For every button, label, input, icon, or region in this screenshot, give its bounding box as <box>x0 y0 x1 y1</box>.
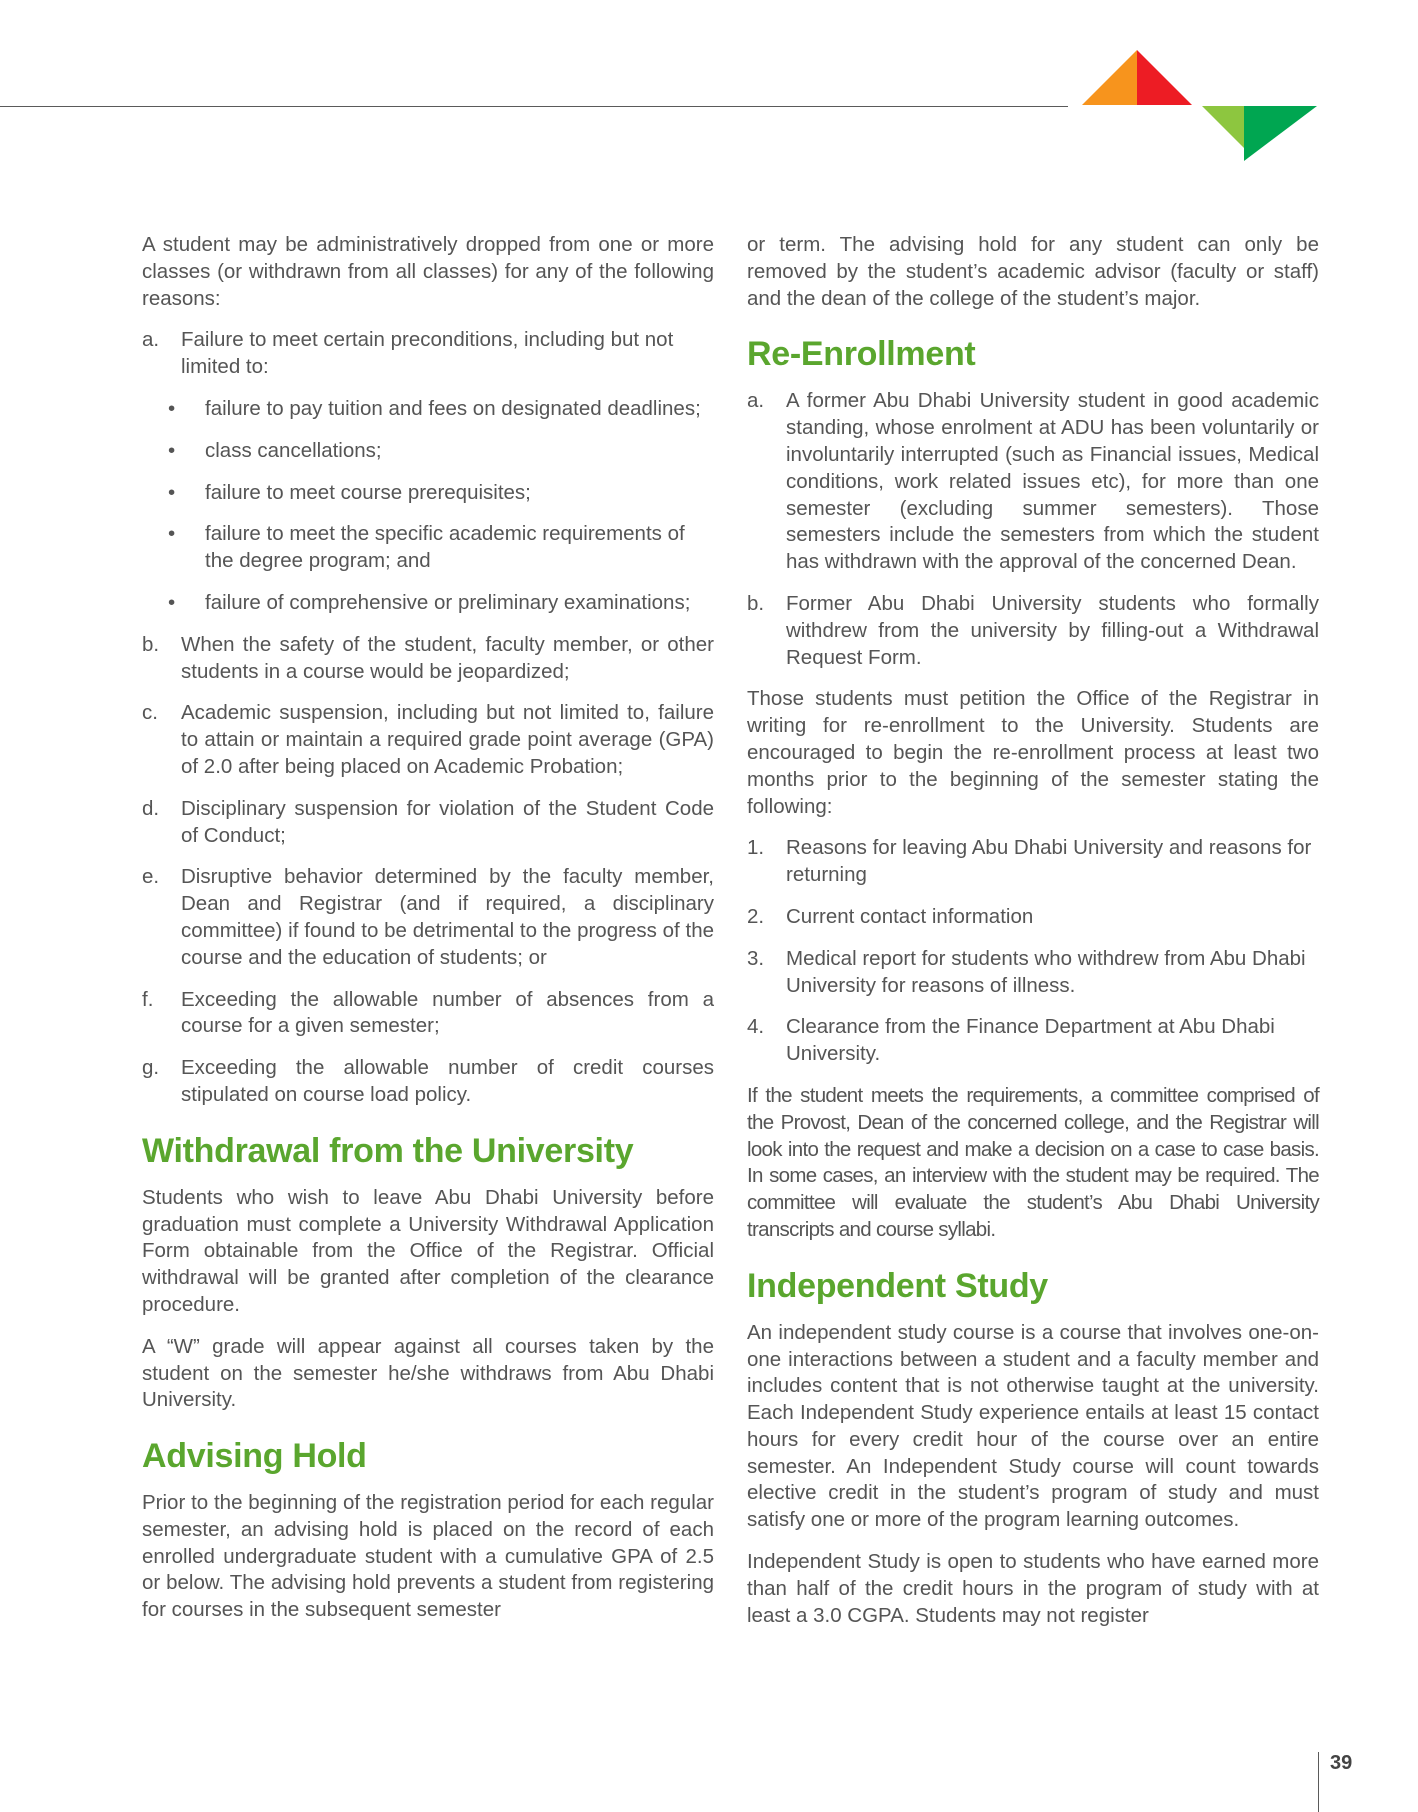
bullet-item <box>165 438 714 465</box>
bullet-text: failure to pay tuition and fees on designated deadlines; <box>205 396 701 420</box>
bullet-item <box>165 396 714 423</box>
list-item-text: When the safety of the student, faculty member, or other students in a course would be jeopardized; <box>181 632 714 683</box>
withdrawal-heading: Withdrawal from the University <box>142 1131 634 1170</box>
list-item <box>747 1014 1319 1068</box>
page-number-rule <box>1318 1752 1319 1812</box>
list-item-text: Former Abu Dhabi University students who formally withdrew from the university by filling-out a Withdrawal Request Form. <box>786 591 1319 669</box>
page-number: 39 <box>1330 1752 1353 1774</box>
bullet-icon: • <box>168 396 176 420</box>
logo-lightgreen-triangle <box>1202 106 1244 148</box>
bullet-item <box>165 590 714 617</box>
header-rule <box>0 106 1068 107</box>
list-marker: e. <box>142 865 160 889</box>
logo-orange-triangle <box>1082 50 1137 105</box>
list-marker: 2. <box>747 904 765 928</box>
bullet-icon: • <box>168 438 176 462</box>
bullet-item <box>165 521 714 575</box>
list-item <box>142 327 714 381</box>
list-marker: b. <box>142 632 160 656</box>
list-item-text: A former Abu Dhabi University student in good academic standing, whose enrolment at ADU has been voluntarily or involuntarily interrupted (such as Financial issues, Medical conditions, work related issues etc), for more than one semester (excluding summer semesters). Those semesters include the semesters from which the student has withdrawn with the approval of the concerned Dean. <box>786 389 1319 574</box>
list-item-text: Academic suspension, including but not limited to, failure to attain or maintain a required grade point average (GPA) of 2.0 after being placed on Academic Probation; <box>181 701 714 778</box>
list-marker: b. <box>747 591 765 615</box>
list-marker: 4. <box>747 1015 765 1039</box>
list-item-text: Failure to meet certain preconditions, including but not limited to: <box>181 328 674 379</box>
logo-red-triangle <box>1137 50 1192 105</box>
list-item <box>142 1055 714 1109</box>
bullet-text: failure to meet the specific academic requirements of the degree program; and <box>205 522 685 573</box>
list-marker: 3. <box>747 946 765 970</box>
list-item <box>747 591 1319 671</box>
list-item <box>747 946 1319 1000</box>
intro-paragraph: A student may be administratively dropped from one or more classes (or withdrawn from all classes) for any of the following reasons: <box>142 233 714 310</box>
list-marker: a. <box>142 328 160 352</box>
list-item-text: Disruptive behavior determined by the faculty member, Dean and Registrar (and if required, a disciplinary committee) if found to be detrimental to the progress of the course and the education of students; or <box>181 865 714 969</box>
list-marker: 1. <box>747 836 765 860</box>
list-item-text: Current contact information <box>786 904 1034 928</box>
bullet-icon: • <box>168 480 176 504</box>
list-item-text: Exceeding the allowable number of credit courses stipulated on course load policy. <box>181 1056 714 1106</box>
list-item <box>142 864 714 971</box>
advising-hold-paragraph: Prior to the beginning of the registration period for each regular semester, an advising hold is placed on the record of each enrolled undergraduate student with a cumulative GPA of 2.5 or below. The advising hold prevents a student from registering for courses in the subsequent semester <box>142 1491 714 1622</box>
withdrawal-paragraph: Students who wish to leave Abu Dhabi University before graduation must complete a University Withdrawal Application Form obtainable from the Office of the Registrar. Official withdrawal will be granted after completion of the clearance procedure. <box>142 1185 714 1316</box>
triangle-logo-icon <box>1080 50 1320 165</box>
bullet-list <box>165 396 714 617</box>
list-item-text: Clearance from the Finance Department at Abu Dhabi University. <box>786 1015 1275 1066</box>
list-item <box>142 632 714 686</box>
list-item <box>142 796 714 850</box>
list-item <box>747 388 1319 576</box>
bullet-item <box>165 480 714 507</box>
bullet-text: failure to meet course prerequisites; <box>205 480 531 504</box>
committee-paragraph: If the student meets the requirements, a committee comprised of the Provost, Dean of the concerned college, and the Registrar will look into the request and make a decision on a case to case basis. In some cases, an interview with the student may be required. The committee will evaluate the student’s Abu Dhabi University transcripts and course syllabi. <box>747 1083 1319 1241</box>
list-item <box>747 835 1319 889</box>
bullet-text: class cancellations; <box>205 438 382 462</box>
independent-study-paragraph: An independent study course is a course that involves one-on-one interactions between a student and a faculty member and includes content that is not otherwise taught at the university. Each Independent Study experience entails at least 15 contact hours for every credit hour of the course over an entire semester. An Independent Study course will count towards elective credit in the student’s program of study and must satisfy one or more of the program learning outcomes. <box>747 1320 1319 1532</box>
advising-hold-continued: or term. The advising hold for any student can only be removed by the student’s academic advisor (faculty or staff) and the dean of the college of the student’s major. <box>747 233 1319 310</box>
list-item-text: Disciplinary suspension for violation of the Student Code of Conduct; <box>181 796 714 847</box>
left-column <box>142 232 714 1639</box>
w-grade-paragraph: A “W” grade will appear against all courses taken by the student on the semester he/she withdraws from Abu Dhabi University. <box>142 1334 714 1412</box>
list-marker: d. <box>142 796 160 820</box>
bullet-icon: • <box>168 522 176 546</box>
list-marker: g. <box>142 1056 160 1080</box>
independent-study-heading: Independent Study <box>747 1266 1048 1305</box>
bullet-icon: • <box>168 590 176 614</box>
right-column <box>747 232 1319 1644</box>
list-marker: f. <box>142 987 154 1011</box>
list-item-text: Exceeding the allowable number of absences from a course for a given semester; <box>181 987 714 1038</box>
list-marker: c. <box>142 701 158 725</box>
re-enrollment-heading: Re-Enrollment <box>747 335 976 374</box>
petition-paragraph: Those students must petition the Office of the Registrar in writing for re-enrollment to the University. Students are encouraged to begin the re-enrollment process at least two months prior to the beginning of the semester stating the following: <box>747 687 1319 818</box>
list-item <box>142 987 714 1041</box>
list-marker: a. <box>747 389 765 413</box>
independent-study-eligibility: Independent Study is open to students who have earned more than half of the credit hours in the program of study with at least a 3.0 CGPA. Students may not register <box>747 1550 1319 1627</box>
list-item <box>142 700 714 780</box>
list-item-text: Medical report for students who withdrew from Abu Dhabi University for reasons of illness. <box>786 946 1306 997</box>
list-item-text: Reasons for leaving Abu Dhabi University and reasons for returning <box>786 836 1312 887</box>
advising-hold-heading: Advising Hold <box>142 1437 367 1476</box>
list-item <box>747 904 1319 931</box>
logo-green-triangle <box>1244 106 1317 161</box>
bullet-text: failure of comprehensive or preliminary examinations; <box>205 590 691 614</box>
